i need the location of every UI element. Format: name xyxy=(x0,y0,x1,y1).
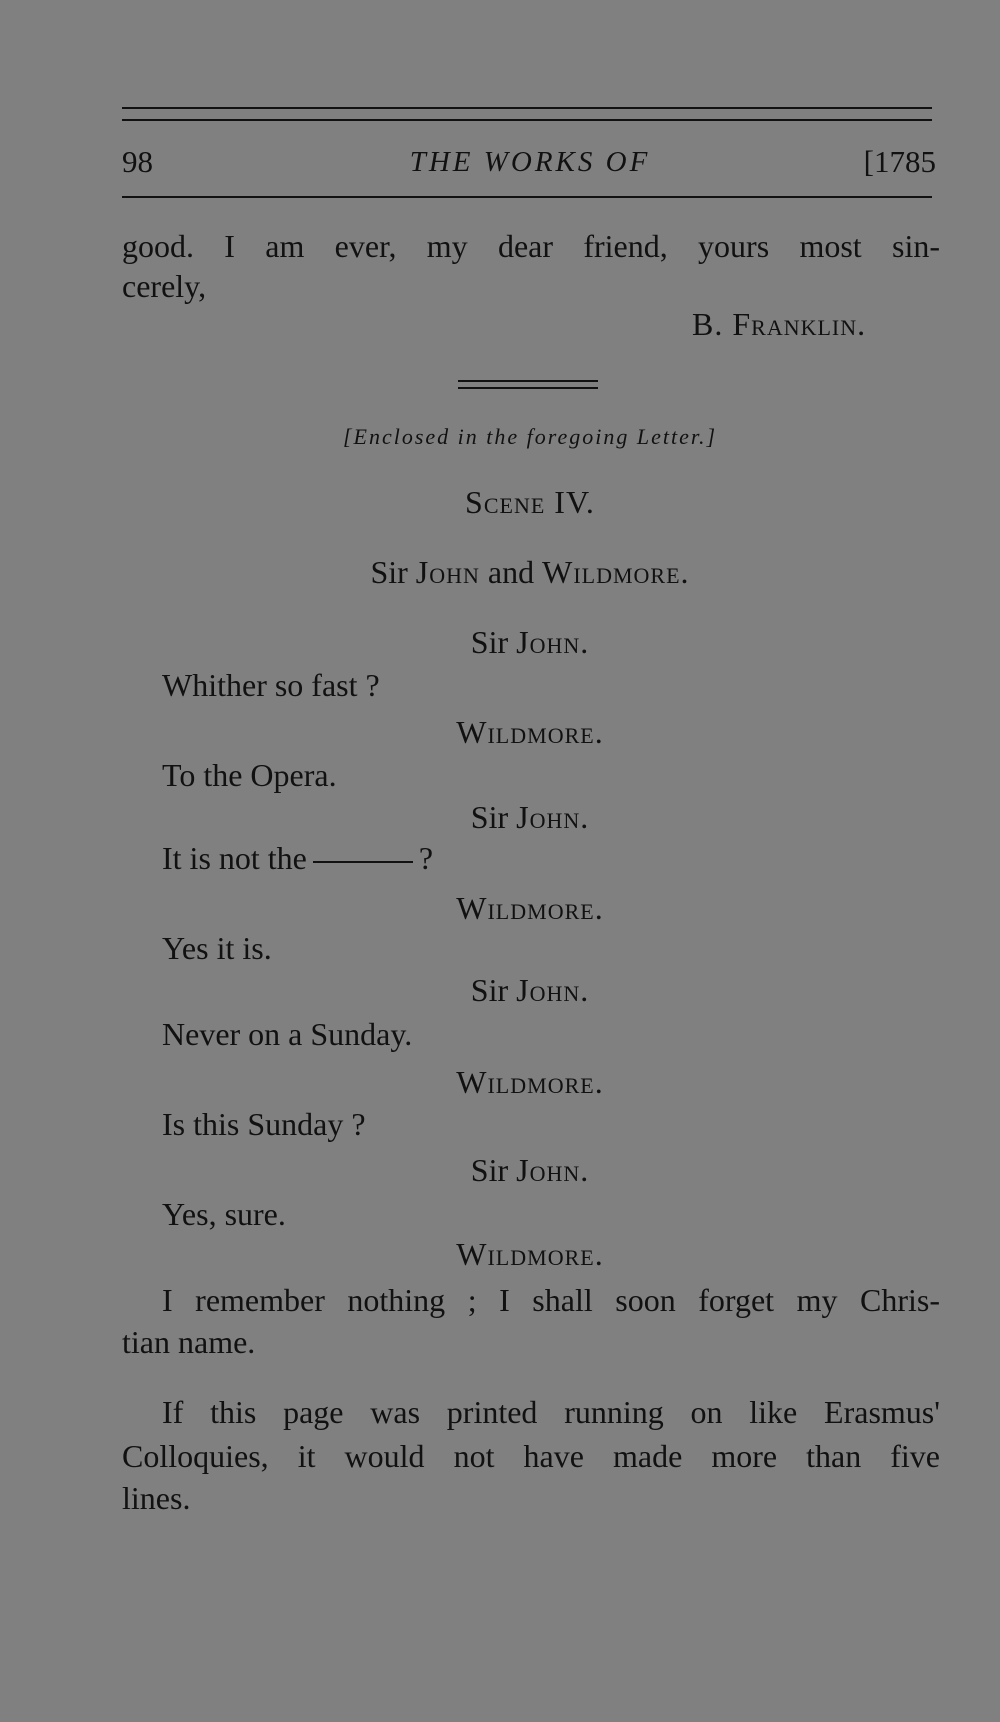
closing-line-1: If this page was printed running on like Erasmus' xyxy=(162,1394,940,1430)
header-second-rule xyxy=(122,119,932,121)
character-wildmore: Wildmore. xyxy=(542,554,690,590)
header-bottom-rule xyxy=(122,196,932,198)
speaker-prefix: Sir xyxy=(470,624,517,660)
speaker-heading xyxy=(0,1062,1000,1102)
speaker-heading xyxy=(0,970,1000,1010)
scene-heading-text: Scene IV. xyxy=(465,484,595,520)
speech-line: Never on a Sunday. xyxy=(162,1016,413,1052)
characters-conjunction: and xyxy=(479,554,543,590)
closing-line-3: lines. xyxy=(122,1480,191,1516)
speaker-name: Wildmore. xyxy=(456,1236,604,1272)
speech-line: Whither so fast ? xyxy=(162,667,380,703)
speaker-prefix: Sir xyxy=(470,1152,517,1188)
letter-line-2: cerely, xyxy=(122,268,207,304)
closing-line-2: Colloquies, it would not have made more than five xyxy=(122,1438,940,1474)
speaker-name: John. xyxy=(516,624,590,660)
speech-line: Yes it is. xyxy=(162,930,272,966)
speech-line: Yes, sure. xyxy=(162,1196,286,1232)
scene-characters xyxy=(0,552,1000,592)
signature xyxy=(692,304,866,344)
character-john: John xyxy=(415,554,480,590)
em-dash xyxy=(313,861,413,863)
characters-prefix: Sir xyxy=(370,554,416,590)
speaker-prefix: Sir xyxy=(470,799,517,835)
speaker-heading xyxy=(0,622,1000,662)
speaker-heading xyxy=(0,888,1000,928)
speech-line: I remember nothing ; I shall soon forget my Chris- xyxy=(162,1282,940,1318)
speech-line-end: ? xyxy=(418,840,434,876)
header-top-rule xyxy=(122,107,932,109)
speaker-name: Wildmore. xyxy=(456,714,604,750)
speaker-heading xyxy=(0,797,1000,837)
signature-text: B. Franklin. xyxy=(692,306,867,342)
speaker-heading xyxy=(0,1234,1000,1274)
section-ornament-rule-1 xyxy=(458,380,598,382)
speech-line-start: It is not the xyxy=(162,840,307,876)
page-number: 98 xyxy=(122,144,153,179)
speaker-name: John. xyxy=(516,799,590,835)
speaker-name: Wildmore. xyxy=(456,1064,604,1100)
speaker-prefix: Sir xyxy=(470,972,517,1008)
speech-line: Is this Sunday ? xyxy=(162,1106,366,1142)
enclosure-note: [Enclosed in the foregoing Letter.] xyxy=(342,424,718,449)
section-ornament-rule-2 xyxy=(458,387,598,389)
speech-line: To the Opera. xyxy=(162,757,337,793)
speaker-heading xyxy=(0,712,1000,752)
speaker-name: John. xyxy=(516,972,590,1008)
speaker-name: John. xyxy=(516,1152,590,1188)
letter-line-1: good. I am ever, my dear friend, yours most sin- xyxy=(122,228,940,264)
running-title: THE WORKS OF xyxy=(409,146,651,178)
speech-line-continued: tian name. xyxy=(122,1324,256,1360)
scene-heading xyxy=(0,482,1000,522)
speaker-name: Wildmore. xyxy=(456,890,604,926)
speech-line xyxy=(162,838,433,878)
speaker-heading xyxy=(0,1150,1000,1190)
running-year: [1785 xyxy=(863,144,936,179)
